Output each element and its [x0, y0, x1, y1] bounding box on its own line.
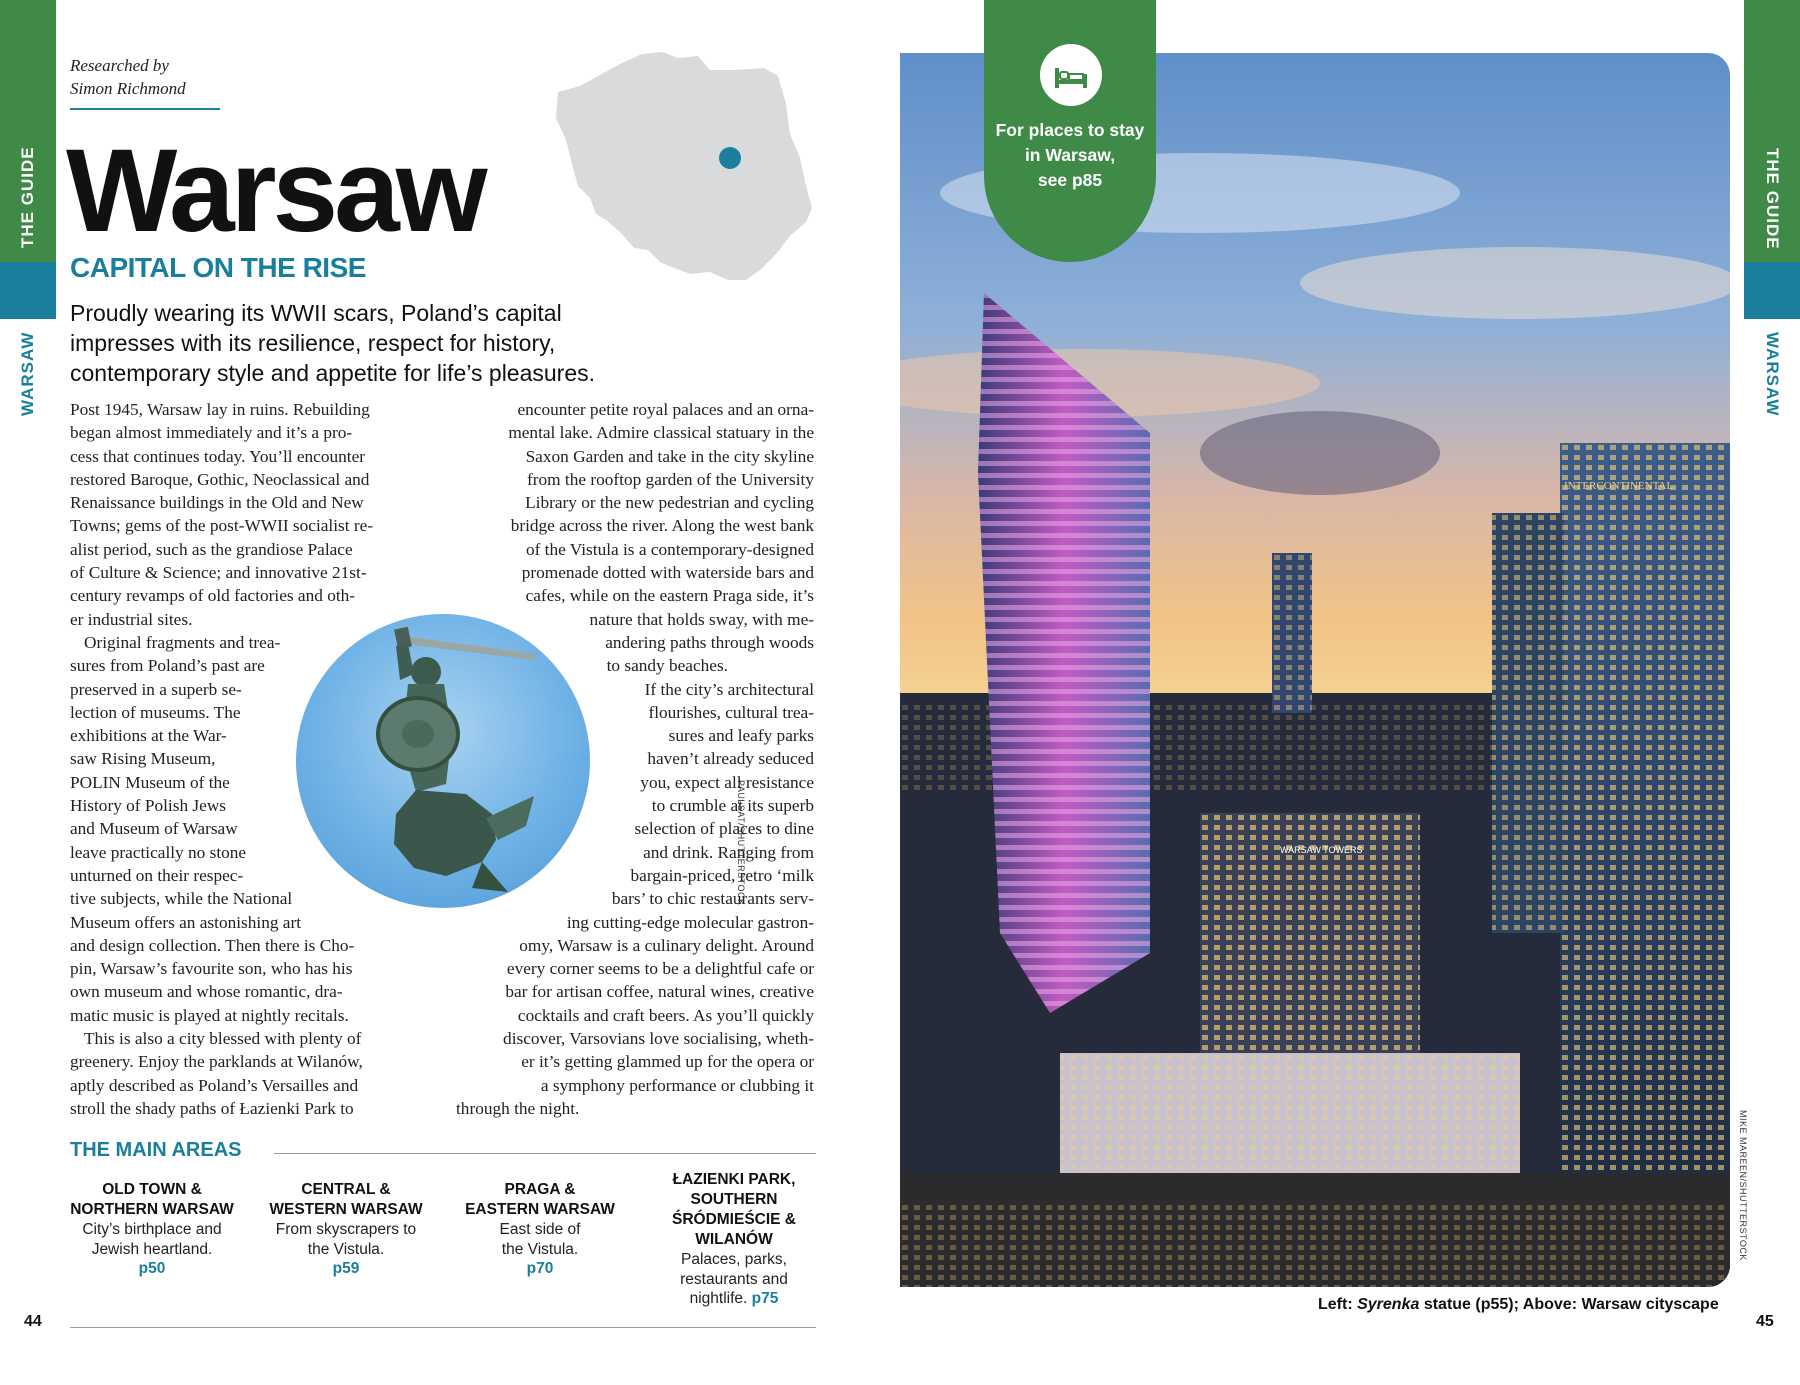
- page-title: Warsaw: [66, 125, 484, 257]
- area-page-link[interactable]: p50: [138, 1260, 166, 1277]
- column2-line: of the Vistula is a contemporary-designed: [525, 539, 814, 559]
- column2-line: promenade dotted with waterside bars and: [521, 563, 814, 583]
- column2-line: cafes, while on the eastern Praga side, it’s: [525, 586, 814, 606]
- photo-caption: [1318, 1296, 1719, 1314]
- column1-line: POLIN Museum of the: [70, 772, 230, 792]
- area-name: EASTERN WARSAW: [465, 1201, 615, 1218]
- column2-line: mental lake. Admire classical statuary in the: [508, 423, 814, 443]
- caption-italic: Syrenka: [1357, 1296, 1420, 1313]
- column2-line: sures and leafy parks: [668, 726, 814, 746]
- photo-credit-city: MIKE MAREEN/SHUTTERSTOCK: [1738, 1110, 1748, 1261]
- column2-line: bridge across the river. Along the west bank: [510, 516, 814, 536]
- side-tab-guide-label-left: THE GUIDE: [18, 146, 37, 248]
- column2-line: bars’ to chic restaurants serv-: [611, 889, 814, 909]
- photo-credit-mermaid: PAULSAT/SHUTTERSTOCK: [736, 780, 746, 906]
- column1-line: Towns; gems of the post-WWII socialist re-: [70, 516, 374, 536]
- stay-line: For places to stay: [995, 120, 1145, 140]
- side-tab-guide-label-right: THE GUIDE: [1763, 148, 1782, 250]
- side-tab-section-label-right: WARSAW: [1763, 332, 1782, 417]
- area-central[interactable]: [256, 1180, 436, 1279]
- byline: [70, 54, 186, 100]
- column2-line: through the night.: [456, 1098, 580, 1118]
- poland-locator-map: [550, 48, 820, 294]
- main-areas-rule: [274, 1153, 816, 1154]
- column1-line: century revamps of old factories and oth-: [70, 586, 356, 606]
- column2-line: haven’t already seduced: [647, 749, 814, 769]
- column2-line: from the rooftop garden of the University: [527, 469, 814, 489]
- column1-line: and Museum of Warsaw: [70, 819, 238, 839]
- area-page-link[interactable]: p75: [751, 1290, 779, 1307]
- column2-line: Library or the new pedestrian and cycling: [525, 493, 814, 513]
- column2-line: bargain-priced, retro ‘milk: [630, 865, 814, 885]
- area-name: CENTRAL &: [301, 1181, 391, 1198]
- column1-line: Renaissance buildings in the Old and New: [70, 493, 364, 513]
- area-description: From skyscrapers to: [275, 1221, 417, 1238]
- area-description: Palaces, parks,: [681, 1251, 787, 1268]
- area-name: PRAGA &: [504, 1181, 576, 1198]
- warsaw-location-dot: [719, 147, 741, 169]
- column2-line: omy, Warsaw is a culinary delight. Around: [519, 935, 814, 955]
- column2-line: bar for artisan coffee, natural wines, creative: [505, 982, 814, 1002]
- column1-line: greenery. Enjoy the parklands at Wilanów,: [70, 1052, 363, 1072]
- column1-line: alist period, such as the grandiose Palace: [70, 539, 353, 559]
- column1-line: sures from Poland’s past are: [70, 656, 265, 676]
- column2-line: and drink. Ranging from: [643, 842, 814, 862]
- places-to-stay-badge[interactable]: [984, 0, 1156, 262]
- column2-line: andering paths through woods: [605, 632, 814, 652]
- column1-line: Original fragments and trea-: [84, 632, 281, 652]
- column2-line: encounter petite royal palaces and an orna-: [517, 400, 814, 419]
- area-description: the Vistula.: [307, 1240, 385, 1258]
- poland-shape: [556, 52, 812, 280]
- intro-paragraph: [70, 298, 660, 388]
- column2-line: nature that holds sway, with me-: [589, 609, 814, 629]
- area-name: OLD TOWN &: [102, 1181, 202, 1198]
- column2-line: to sandy beaches.: [606, 656, 728, 676]
- column1-line: own museum and whose romantic, dra-: [70, 982, 343, 1002]
- area-old-town[interactable]: [62, 1180, 242, 1279]
- area-description: City’s birthplace and: [82, 1221, 222, 1238]
- column1-line: matic music is played at nightly recitals.: [70, 1005, 349, 1025]
- column2-line: er it’s getting glammed up for the opera or: [521, 1052, 814, 1072]
- page-subtitle: CAPITAL ON THE RISE: [70, 252, 366, 283]
- area-lazienki[interactable]: [644, 1170, 824, 1309]
- column1-line: stroll the shady paths of Łazienki Park to: [70, 1098, 354, 1118]
- column2-line: to crumble at its superb: [651, 796, 814, 816]
- bed-icon: [1040, 44, 1102, 106]
- column1-line: Post 1945, Warsaw lay in ruins. Rebuilding: [70, 400, 370, 419]
- area-page-link[interactable]: p59: [332, 1260, 360, 1277]
- column1-line: lection of museums. The: [70, 702, 241, 722]
- column1-line: pin, Warsaw’s favourite son, who has his: [70, 959, 353, 979]
- area-page-link[interactable]: p70: [526, 1260, 554, 1277]
- intro-line: contemporary style and appetite for life’s pleasures.: [70, 360, 596, 386]
- column1-line: preserved in a superb se-: [70, 679, 242, 699]
- column1-line: History of Polish Jews: [70, 796, 227, 816]
- side-tab-section-label-left: WARSAW: [18, 331, 37, 416]
- byline-researched: Researched by: [70, 56, 169, 75]
- column2-line: you, expect all resistance: [640, 772, 814, 792]
- side-tab-section-left: [0, 262, 56, 319]
- column1-line: unturned on their respec-: [70, 865, 244, 885]
- column2-line: a symphony performance or clubbing it: [540, 1075, 814, 1095]
- column1-line: saw Rising Museum,: [70, 749, 216, 769]
- intro-line: impresses with its resilience, respect for history,: [70, 330, 556, 356]
- area-praga[interactable]: [450, 1180, 630, 1279]
- column2-line: ing cutting-edge molecular gastron-: [566, 912, 814, 932]
- column1-line: exhibitions at the War-: [70, 726, 227, 746]
- area-name: ŚRÓDMIEŚCIE &: [671, 1211, 796, 1228]
- column2-line: flourishes, cultural trea-: [648, 702, 814, 722]
- area-name: NORTHERN WARSAW: [70, 1201, 234, 1218]
- column1-line: tive subjects, while the National: [70, 889, 293, 909]
- stay-line[interactable]: see p85: [1037, 170, 1103, 190]
- area-name: SOUTHERN: [690, 1191, 778, 1208]
- column1-line: er industrial sites.: [70, 609, 193, 629]
- area-description: Jewish heartland.: [91, 1240, 213, 1258]
- area-description: nightlife.: [689, 1290, 748, 1307]
- area-name: WILANÓW: [695, 1231, 773, 1248]
- column2-line: cocktails and craft beers. As you’ll quickly: [517, 1005, 814, 1025]
- area-description: East side of: [499, 1221, 581, 1238]
- intro-line: Proudly wearing its WWII scars, Poland’s capital: [70, 300, 562, 326]
- area-name: WESTERN WARSAW: [269, 1201, 423, 1218]
- column1-line: restored Baroque, Gothic, Neoclassical and: [70, 469, 370, 489]
- places-to-stay-text: [984, 118, 1156, 193]
- column2-line: selection of places to dine: [634, 819, 814, 839]
- column2-line: every corner seems to be a delightful cafe or: [506, 959, 814, 979]
- body-column-2: [456, 398, 814, 1120]
- intercontinental-sign: INTERCONTINENTAL: [1564, 480, 1674, 492]
- area-description-with-link: [644, 1289, 824, 1309]
- column1-line: cess that continues today. You’ll encounter: [70, 446, 366, 466]
- column1-line: of Culture & Science; and innovative 21st-: [70, 563, 367, 583]
- column1-line: Museum offers an astonishing art: [70, 912, 302, 932]
- stay-line: in Warsaw,: [1024, 145, 1116, 165]
- area-description: the Vistula.: [501, 1240, 579, 1258]
- byline-rule: [70, 108, 220, 110]
- area-description: restaurants and: [680, 1270, 788, 1288]
- caption-prefix: Left:: [1318, 1296, 1358, 1313]
- byline-author: Simon Richmond: [70, 79, 186, 98]
- page-number-right: 45: [1756, 1313, 1774, 1330]
- column1-line: began almost immediately and it’s a pro-: [70, 423, 353, 443]
- footer-rule: [70, 1327, 816, 1328]
- column1-line: leave practically no stone: [70, 842, 247, 862]
- column2-line: discover, Varsovians love socialising, wheth-: [503, 1029, 814, 1049]
- main-areas-heading: THE MAIN AREAS: [70, 1139, 242, 1161]
- body-column-1: [70, 398, 428, 1120]
- column1-line: aptly described as Poland’s Versailles and: [70, 1075, 359, 1095]
- caption-rest: statue (p55); Above: Warsaw cityscape: [1419, 1296, 1719, 1313]
- column2-line: If the city’s architectural: [644, 679, 814, 699]
- column1-line: This is also a city blessed with plenty of: [84, 1029, 362, 1049]
- area-name: ŁAZIENKI PARK,: [672, 1171, 796, 1188]
- page-number-left: 44: [24, 1313, 42, 1330]
- side-tab-section-right: [1744, 262, 1800, 319]
- column1-line: and design collection. Then there is Cho-: [70, 935, 355, 955]
- column2-line: Saxon Garden and take in the city skyline: [525, 446, 814, 466]
- warsaw-towers-sign: WARSAW TOWERS: [1280, 845, 1363, 855]
